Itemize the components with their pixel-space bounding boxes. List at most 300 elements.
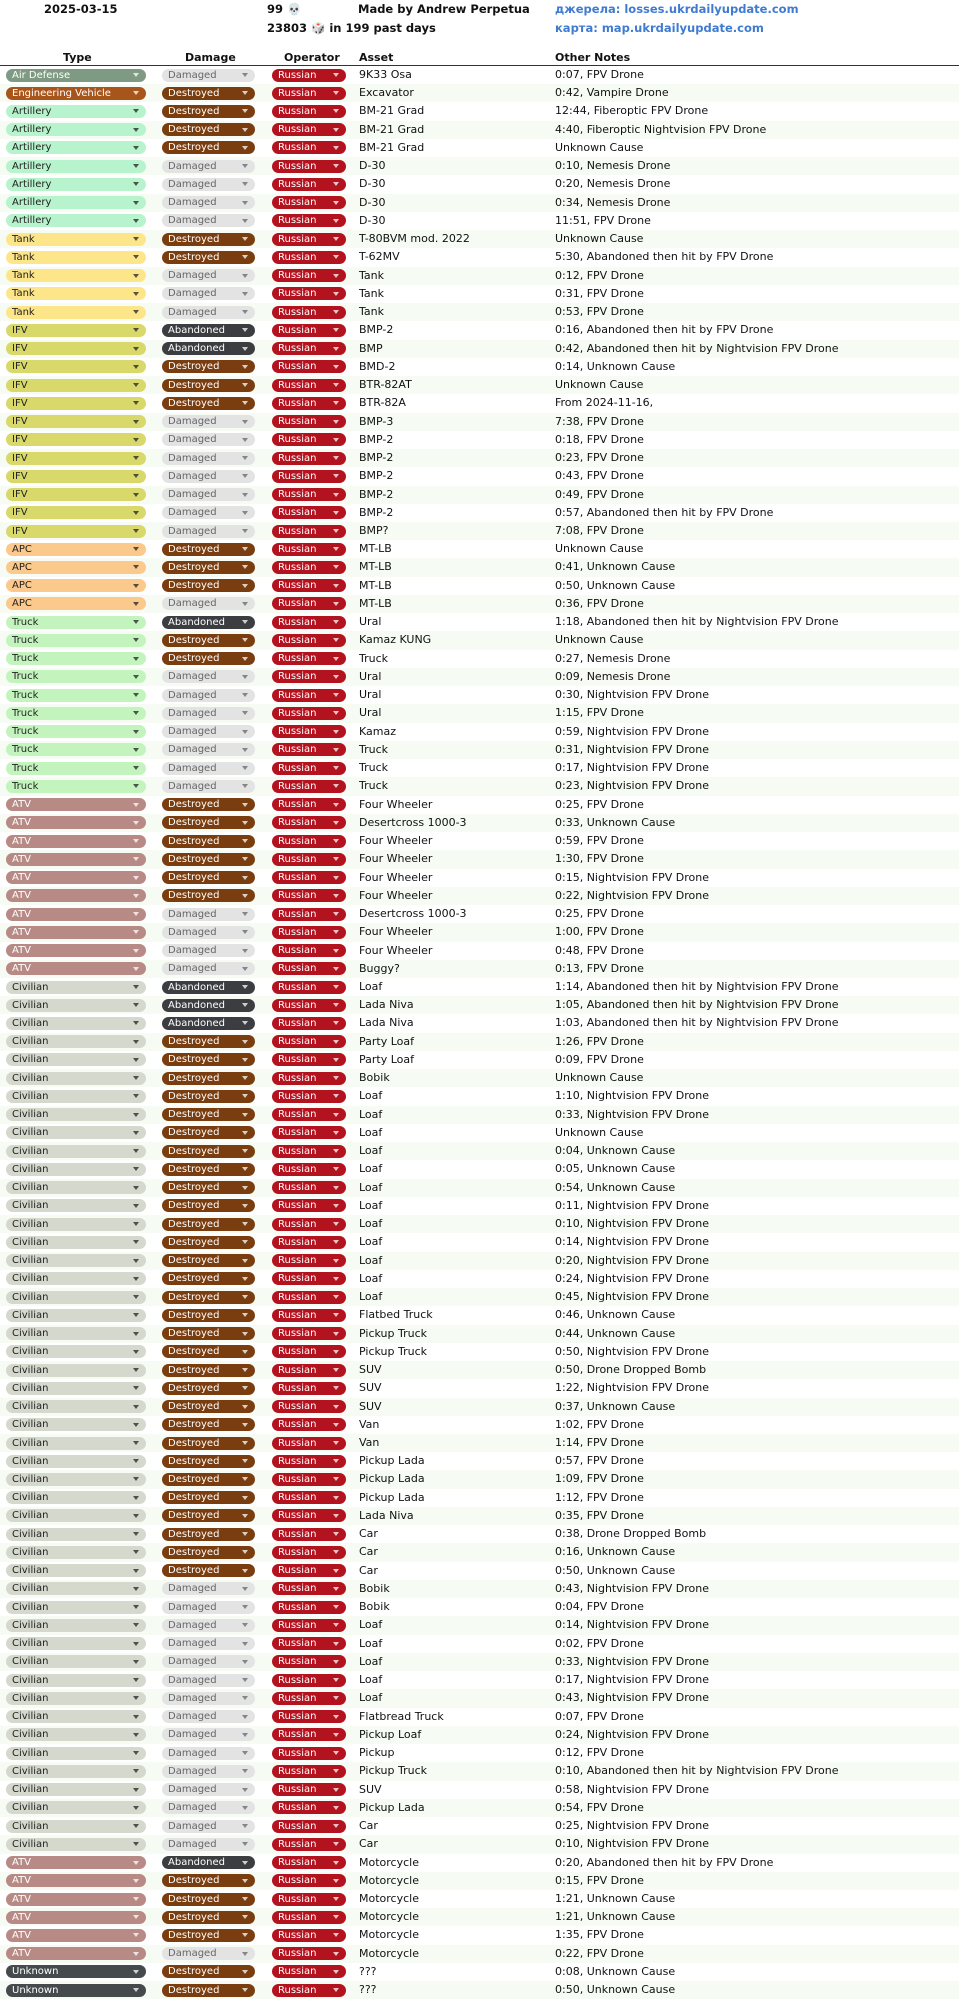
operator-dropdown[interactable] <box>272 1455 346 1468</box>
operator-dropdown[interactable] <box>272 1163 346 1176</box>
type-dropdown[interactable] <box>6 1272 146 1285</box>
type-dropdown[interactable] <box>6 1601 146 1614</box>
damage-dropdown[interactable] <box>162 798 255 811</box>
operator-dropdown[interactable] <box>272 306 346 319</box>
operator-dropdown[interactable] <box>272 1820 346 1833</box>
damage-dropdown[interactable] <box>162 762 255 775</box>
type-dropdown[interactable] <box>6 1783 146 1796</box>
operator-dropdown[interactable] <box>272 981 346 994</box>
damage-dropdown[interactable] <box>162 1145 255 1158</box>
type-dropdown[interactable] <box>6 1528 146 1541</box>
type-dropdown[interactable] <box>6 1674 146 1687</box>
type-dropdown[interactable] <box>6 1382 146 1395</box>
damage-dropdown[interactable] <box>162 1108 255 1121</box>
type-dropdown[interactable] <box>6 506 146 519</box>
operator-dropdown[interactable] <box>272 1692 346 1705</box>
type-dropdown[interactable] <box>6 360 146 373</box>
operator-dropdown[interactable] <box>272 123 346 136</box>
damage-dropdown[interactable] <box>162 1984 255 1997</box>
damage-dropdown[interactable] <box>162 871 255 884</box>
damage-dropdown[interactable] <box>162 1856 255 1869</box>
type-dropdown[interactable] <box>6 470 146 483</box>
operator-dropdown[interactable] <box>272 1199 346 1212</box>
operator-dropdown[interactable] <box>272 287 346 300</box>
operator-dropdown[interactable] <box>272 944 346 957</box>
damage-dropdown[interactable] <box>162 233 255 246</box>
operator-dropdown[interactable] <box>272 105 346 118</box>
damage-dropdown[interactable] <box>162 287 255 300</box>
operator-dropdown[interactable] <box>272 1017 346 1030</box>
operator-dropdown[interactable] <box>272 1053 346 1066</box>
damage-dropdown[interactable] <box>162 1254 255 1267</box>
operator-dropdown[interactable] <box>272 1637 346 1650</box>
type-dropdown[interactable] <box>6 780 146 793</box>
damage-dropdown[interactable] <box>162 1965 255 1978</box>
operator-dropdown[interactable] <box>272 1327 346 1340</box>
type-dropdown[interactable] <box>6 670 146 683</box>
operator-dropdown[interactable] <box>272 1801 346 1814</box>
type-dropdown[interactable] <box>6 1035 146 1048</box>
operator-dropdown[interactable] <box>272 689 346 702</box>
type-dropdown[interactable] <box>6 1509 146 1522</box>
operator-dropdown[interactable] <box>272 1437 346 1450</box>
type-dropdown[interactable] <box>6 1546 146 1559</box>
type-dropdown[interactable] <box>6 452 146 465</box>
operator-dropdown[interactable] <box>272 69 346 82</box>
damage-dropdown[interactable] <box>162 306 255 319</box>
damage-dropdown[interactable] <box>162 1601 255 1614</box>
damage-dropdown[interactable] <box>162 141 255 154</box>
operator-dropdown[interactable] <box>272 1984 346 1997</box>
type-dropdown[interactable] <box>6 141 146 154</box>
damage-dropdown[interactable] <box>162 1090 255 1103</box>
type-dropdown[interactable] <box>6 123 146 136</box>
damage-dropdown[interactable] <box>162 433 255 446</box>
type-dropdown[interactable] <box>6 1291 146 1304</box>
operator-dropdown[interactable] <box>272 1382 346 1395</box>
operator-dropdown[interactable] <box>272 1674 346 1687</box>
damage-dropdown[interactable] <box>162 652 255 665</box>
type-dropdown[interactable] <box>6 160 146 173</box>
type-dropdown[interactable] <box>6 87 146 100</box>
damage-dropdown[interactable] <box>162 1072 255 1085</box>
type-dropdown[interactable] <box>6 853 146 866</box>
operator-dropdown[interactable] <box>272 324 346 337</box>
operator-dropdown[interactable] <box>272 1473 346 1486</box>
operator-dropdown[interactable] <box>272 251 346 264</box>
operator-dropdown[interactable] <box>272 1965 346 1978</box>
operator-dropdown[interactable] <box>272 962 346 975</box>
operator-dropdown[interactable] <box>272 926 346 939</box>
type-dropdown[interactable] <box>6 579 146 592</box>
operator-dropdown[interactable] <box>272 762 346 775</box>
operator-dropdown[interactable] <box>272 1601 346 1614</box>
type-dropdown[interactable] <box>6 1929 146 1942</box>
damage-dropdown[interactable] <box>162 1053 255 1066</box>
type-dropdown[interactable] <box>6 1455 146 1468</box>
damage-dropdown[interactable] <box>162 616 255 629</box>
damage-dropdown[interactable] <box>162 835 255 848</box>
header-map-link[interactable]: карта: map.ukrdailyupdate.com <box>555 21 764 35</box>
damage-dropdown[interactable] <box>162 1126 255 1139</box>
type-dropdown[interactable] <box>6 433 146 446</box>
type-dropdown[interactable] <box>6 287 146 300</box>
operator-dropdown[interactable] <box>272 342 346 355</box>
type-dropdown[interactable] <box>6 798 146 811</box>
operator-dropdown[interactable] <box>272 1145 346 1158</box>
type-dropdown[interactable] <box>6 707 146 720</box>
type-dropdown[interactable] <box>6 561 146 574</box>
damage-dropdown[interactable] <box>162 1637 255 1650</box>
type-dropdown[interactable] <box>6 1856 146 1869</box>
damage-dropdown[interactable] <box>162 1820 255 1833</box>
damage-dropdown[interactable] <box>162 634 255 647</box>
operator-dropdown[interactable] <box>272 1710 346 1723</box>
damage-dropdown[interactable] <box>162 1509 255 1522</box>
operator-dropdown[interactable] <box>272 214 346 227</box>
operator-dropdown[interactable] <box>272 233 346 246</box>
type-dropdown[interactable] <box>6 1710 146 1723</box>
type-dropdown[interactable] <box>6 908 146 921</box>
type-dropdown[interactable] <box>6 1163 146 1176</box>
damage-dropdown[interactable] <box>162 214 255 227</box>
operator-dropdown[interactable] <box>272 597 346 610</box>
damage-dropdown[interactable] <box>162 962 255 975</box>
type-dropdown[interactable] <box>6 889 146 902</box>
operator-dropdown[interactable] <box>272 1856 346 1869</box>
damage-dropdown[interactable] <box>162 1546 255 1559</box>
damage-dropdown[interactable] <box>162 579 255 592</box>
type-dropdown[interactable] <box>6 1090 146 1103</box>
operator-dropdown[interactable] <box>272 1528 346 1541</box>
operator-dropdown[interactable] <box>272 798 346 811</box>
type-dropdown[interactable] <box>6 1364 146 1377</box>
damage-dropdown[interactable] <box>162 342 255 355</box>
type-dropdown[interactable] <box>6 269 146 282</box>
type-dropdown[interactable] <box>6 1017 146 1030</box>
damage-dropdown[interactable] <box>162 743 255 756</box>
operator-dropdown[interactable] <box>272 160 346 173</box>
operator-dropdown[interactable] <box>272 360 346 373</box>
operator-dropdown[interactable] <box>272 1254 346 1267</box>
operator-dropdown[interactable] <box>272 269 346 282</box>
damage-dropdown[interactable] <box>162 525 255 538</box>
damage-dropdown[interactable] <box>162 1674 255 1687</box>
type-dropdown[interactable] <box>6 525 146 538</box>
type-dropdown[interactable] <box>6 543 146 556</box>
type-dropdown[interactable] <box>6 1327 146 1340</box>
operator-dropdown[interactable] <box>272 488 346 501</box>
type-dropdown[interactable] <box>6 397 146 410</box>
type-dropdown[interactable] <box>6 1236 146 1249</box>
operator-dropdown[interactable] <box>272 1619 346 1632</box>
damage-dropdown[interactable] <box>162 1747 255 1760</box>
damage-dropdown[interactable] <box>162 1418 255 1431</box>
type-dropdown[interactable] <box>6 1911 146 1924</box>
operator-dropdown[interactable] <box>272 452 346 465</box>
operator-dropdown[interactable] <box>272 506 346 519</box>
operator-dropdown[interactable] <box>272 141 346 154</box>
type-dropdown[interactable] <box>6 1491 146 1504</box>
operator-dropdown[interactable] <box>272 1728 346 1741</box>
type-dropdown[interactable] <box>6 69 146 82</box>
type-dropdown[interactable] <box>6 324 146 337</box>
type-dropdown[interactable] <box>6 1728 146 1741</box>
type-dropdown[interactable] <box>6 1145 146 1158</box>
operator-dropdown[interactable] <box>272 1035 346 1048</box>
damage-dropdown[interactable] <box>162 707 255 720</box>
operator-dropdown[interactable] <box>272 1655 346 1668</box>
operator-dropdown[interactable] <box>272 725 346 738</box>
damage-dropdown[interactable] <box>162 1801 255 1814</box>
operator-dropdown[interactable] <box>272 379 346 392</box>
damage-dropdown[interactable] <box>162 1929 255 1942</box>
damage-dropdown[interactable] <box>162 670 255 683</box>
type-dropdown[interactable] <box>6 1874 146 1887</box>
operator-dropdown[interactable] <box>272 433 346 446</box>
type-dropdown[interactable] <box>6 1619 146 1632</box>
header-source-link[interactable]: джерела: losses.ukrdailyupdate.com <box>555 2 799 16</box>
type-dropdown[interactable] <box>6 1126 146 1139</box>
operator-dropdown[interactable] <box>272 1418 346 1431</box>
damage-dropdown[interactable] <box>162 1017 255 1030</box>
damage-dropdown[interactable] <box>162 1765 255 1778</box>
type-dropdown[interactable] <box>6 1345 146 1358</box>
operator-dropdown[interactable] <box>272 1929 346 1942</box>
damage-dropdown[interactable] <box>162 105 255 118</box>
operator-dropdown[interactable] <box>272 634 346 647</box>
operator-dropdown[interactable] <box>272 1072 346 1085</box>
type-dropdown[interactable] <box>6 689 146 702</box>
damage-dropdown[interactable] <box>162 1382 255 1395</box>
operator-dropdown[interactable] <box>272 1491 346 1504</box>
operator-dropdown[interactable] <box>272 670 346 683</box>
operator-dropdown[interactable] <box>272 1291 346 1304</box>
damage-dropdown[interactable] <box>162 1564 255 1577</box>
type-dropdown[interactable] <box>6 1893 146 1906</box>
operator-dropdown[interactable] <box>272 1947 346 1960</box>
damage-dropdown[interactable] <box>162 470 255 483</box>
operator-dropdown[interactable] <box>272 780 346 793</box>
damage-dropdown[interactable] <box>162 415 255 428</box>
operator-dropdown[interactable] <box>272 616 346 629</box>
type-dropdown[interactable] <box>6 926 146 939</box>
type-dropdown[interactable] <box>6 1947 146 1960</box>
damage-dropdown[interactable] <box>162 1181 255 1194</box>
operator-dropdown[interactable] <box>272 397 346 410</box>
damage-dropdown[interactable] <box>162 561 255 574</box>
damage-dropdown[interactable] <box>162 1619 255 1632</box>
type-dropdown[interactable] <box>6 1747 146 1760</box>
operator-dropdown[interactable] <box>272 196 346 209</box>
type-dropdown[interactable] <box>6 1418 146 1431</box>
operator-dropdown[interactable] <box>272 470 346 483</box>
damage-dropdown[interactable] <box>162 1473 255 1486</box>
damage-dropdown[interactable] <box>162 196 255 209</box>
type-dropdown[interactable] <box>6 1564 146 1577</box>
type-dropdown[interactable] <box>6 1473 146 1486</box>
operator-dropdown[interactable] <box>272 835 346 848</box>
type-dropdown[interactable] <box>6 1218 146 1231</box>
damage-dropdown[interactable] <box>162 178 255 191</box>
type-dropdown[interactable] <box>6 962 146 975</box>
damage-dropdown[interactable] <box>162 1364 255 1377</box>
operator-dropdown[interactable] <box>272 743 346 756</box>
operator-dropdown[interactable] <box>272 1838 346 1851</box>
damage-dropdown[interactable] <box>162 1947 255 1960</box>
damage-dropdown[interactable] <box>162 1491 255 1504</box>
type-dropdown[interactable] <box>6 1582 146 1595</box>
type-dropdown[interactable] <box>6 871 146 884</box>
type-dropdown[interactable] <box>6 379 146 392</box>
operator-dropdown[interactable] <box>272 1218 346 1231</box>
operator-dropdown[interactable] <box>272 543 346 556</box>
damage-dropdown[interactable] <box>162 725 255 738</box>
operator-dropdown[interactable] <box>272 1400 346 1413</box>
operator-dropdown[interactable] <box>272 1364 346 1377</box>
operator-dropdown[interactable] <box>272 652 346 665</box>
type-dropdown[interactable] <box>6 652 146 665</box>
damage-dropdown[interactable] <box>162 543 255 556</box>
damage-dropdown[interactable] <box>162 1345 255 1358</box>
type-dropdown[interactable] <box>6 725 146 738</box>
operator-dropdown[interactable] <box>272 908 346 921</box>
type-dropdown[interactable] <box>6 1108 146 1121</box>
damage-dropdown[interactable] <box>162 1528 255 1541</box>
damage-dropdown[interactable] <box>162 981 255 994</box>
operator-dropdown[interactable] <box>272 1345 346 1358</box>
damage-dropdown[interactable] <box>162 1455 255 1468</box>
damage-dropdown[interactable] <box>162 1783 255 1796</box>
type-dropdown[interactable] <box>6 616 146 629</box>
operator-dropdown[interactable] <box>272 415 346 428</box>
type-dropdown[interactable] <box>6 1765 146 1778</box>
operator-dropdown[interactable] <box>272 1564 346 1577</box>
damage-dropdown[interactable] <box>162 1838 255 1851</box>
damage-dropdown[interactable] <box>162 1327 255 1340</box>
type-dropdown[interactable] <box>6 488 146 501</box>
type-dropdown[interactable] <box>6 743 146 756</box>
damage-dropdown[interactable] <box>162 1437 255 1450</box>
operator-dropdown[interactable] <box>272 816 346 829</box>
damage-dropdown[interactable] <box>162 69 255 82</box>
operator-dropdown[interactable] <box>272 525 346 538</box>
type-dropdown[interactable] <box>6 1199 146 1212</box>
operator-dropdown[interactable] <box>272 707 346 720</box>
damage-dropdown[interactable] <box>162 87 255 100</box>
damage-dropdown[interactable] <box>162 1728 255 1741</box>
operator-dropdown[interactable] <box>272 1272 346 1285</box>
type-dropdown[interactable] <box>6 233 146 246</box>
damage-dropdown[interactable] <box>162 597 255 610</box>
damage-dropdown[interactable] <box>162 488 255 501</box>
type-dropdown[interactable] <box>6 178 146 191</box>
damage-dropdown[interactable] <box>162 1710 255 1723</box>
type-dropdown[interactable] <box>6 597 146 610</box>
operator-dropdown[interactable] <box>272 1783 346 1796</box>
damage-dropdown[interactable] <box>162 397 255 410</box>
type-dropdown[interactable] <box>6 1254 146 1267</box>
type-dropdown[interactable] <box>6 1801 146 1814</box>
operator-dropdown[interactable] <box>272 178 346 191</box>
operator-dropdown[interactable] <box>272 1747 346 1760</box>
operator-dropdown[interactable] <box>272 871 346 884</box>
damage-dropdown[interactable] <box>162 1309 255 1322</box>
type-dropdown[interactable] <box>6 251 146 264</box>
type-dropdown[interactable] <box>6 999 146 1012</box>
operator-dropdown[interactable] <box>272 1765 346 1778</box>
type-dropdown[interactable] <box>6 1838 146 1851</box>
damage-dropdown[interactable] <box>162 689 255 702</box>
damage-dropdown[interactable] <box>162 889 255 902</box>
type-dropdown[interactable] <box>6 306 146 319</box>
type-dropdown[interactable] <box>6 1309 146 1322</box>
type-dropdown[interactable] <box>6 762 146 775</box>
type-dropdown[interactable] <box>6 981 146 994</box>
operator-dropdown[interactable] <box>272 889 346 902</box>
type-dropdown[interactable] <box>6 214 146 227</box>
damage-dropdown[interactable] <box>162 1199 255 1212</box>
operator-dropdown[interactable] <box>272 579 346 592</box>
type-dropdown[interactable] <box>6 1820 146 1833</box>
damage-dropdown[interactable] <box>162 999 255 1012</box>
type-dropdown[interactable] <box>6 1400 146 1413</box>
damage-dropdown[interactable] <box>162 1655 255 1668</box>
type-dropdown[interactable] <box>6 1072 146 1085</box>
operator-dropdown[interactable] <box>272 1236 346 1249</box>
damage-dropdown[interactable] <box>162 944 255 957</box>
type-dropdown[interactable] <box>6 816 146 829</box>
type-dropdown[interactable] <box>6 105 146 118</box>
operator-dropdown[interactable] <box>272 561 346 574</box>
operator-dropdown[interactable] <box>272 999 346 1012</box>
operator-dropdown[interactable] <box>272 1509 346 1522</box>
type-dropdown[interactable] <box>6 415 146 428</box>
damage-dropdown[interactable] <box>162 780 255 793</box>
damage-dropdown[interactable] <box>162 1218 255 1231</box>
operator-dropdown[interactable] <box>272 1108 346 1121</box>
damage-dropdown[interactable] <box>162 926 255 939</box>
damage-dropdown[interactable] <box>162 123 255 136</box>
damage-dropdown[interactable] <box>162 251 255 264</box>
type-dropdown[interactable] <box>6 1053 146 1066</box>
damage-dropdown[interactable] <box>162 452 255 465</box>
damage-dropdown[interactable] <box>162 506 255 519</box>
damage-dropdown[interactable] <box>162 853 255 866</box>
type-dropdown[interactable] <box>6 1181 146 1194</box>
operator-dropdown[interactable] <box>272 1181 346 1194</box>
type-dropdown[interactable] <box>6 634 146 647</box>
type-dropdown[interactable] <box>6 1655 146 1668</box>
type-dropdown[interactable] <box>6 1437 146 1450</box>
damage-dropdown[interactable] <box>162 908 255 921</box>
damage-dropdown[interactable] <box>162 1291 255 1304</box>
damage-dropdown[interactable] <box>162 1893 255 1906</box>
damage-dropdown[interactable] <box>162 324 255 337</box>
damage-dropdown[interactable] <box>162 1272 255 1285</box>
operator-dropdown[interactable] <box>272 1126 346 1139</box>
damage-dropdown[interactable] <box>162 1236 255 1249</box>
operator-dropdown[interactable] <box>272 1546 346 1559</box>
type-dropdown[interactable] <box>6 1692 146 1705</box>
type-dropdown[interactable] <box>6 944 146 957</box>
type-dropdown[interactable] <box>6 342 146 355</box>
damage-dropdown[interactable] <box>162 1163 255 1176</box>
damage-dropdown[interactable] <box>162 1400 255 1413</box>
damage-dropdown[interactable] <box>162 1582 255 1595</box>
damage-dropdown[interactable] <box>162 160 255 173</box>
operator-dropdown[interactable] <box>272 1874 346 1887</box>
